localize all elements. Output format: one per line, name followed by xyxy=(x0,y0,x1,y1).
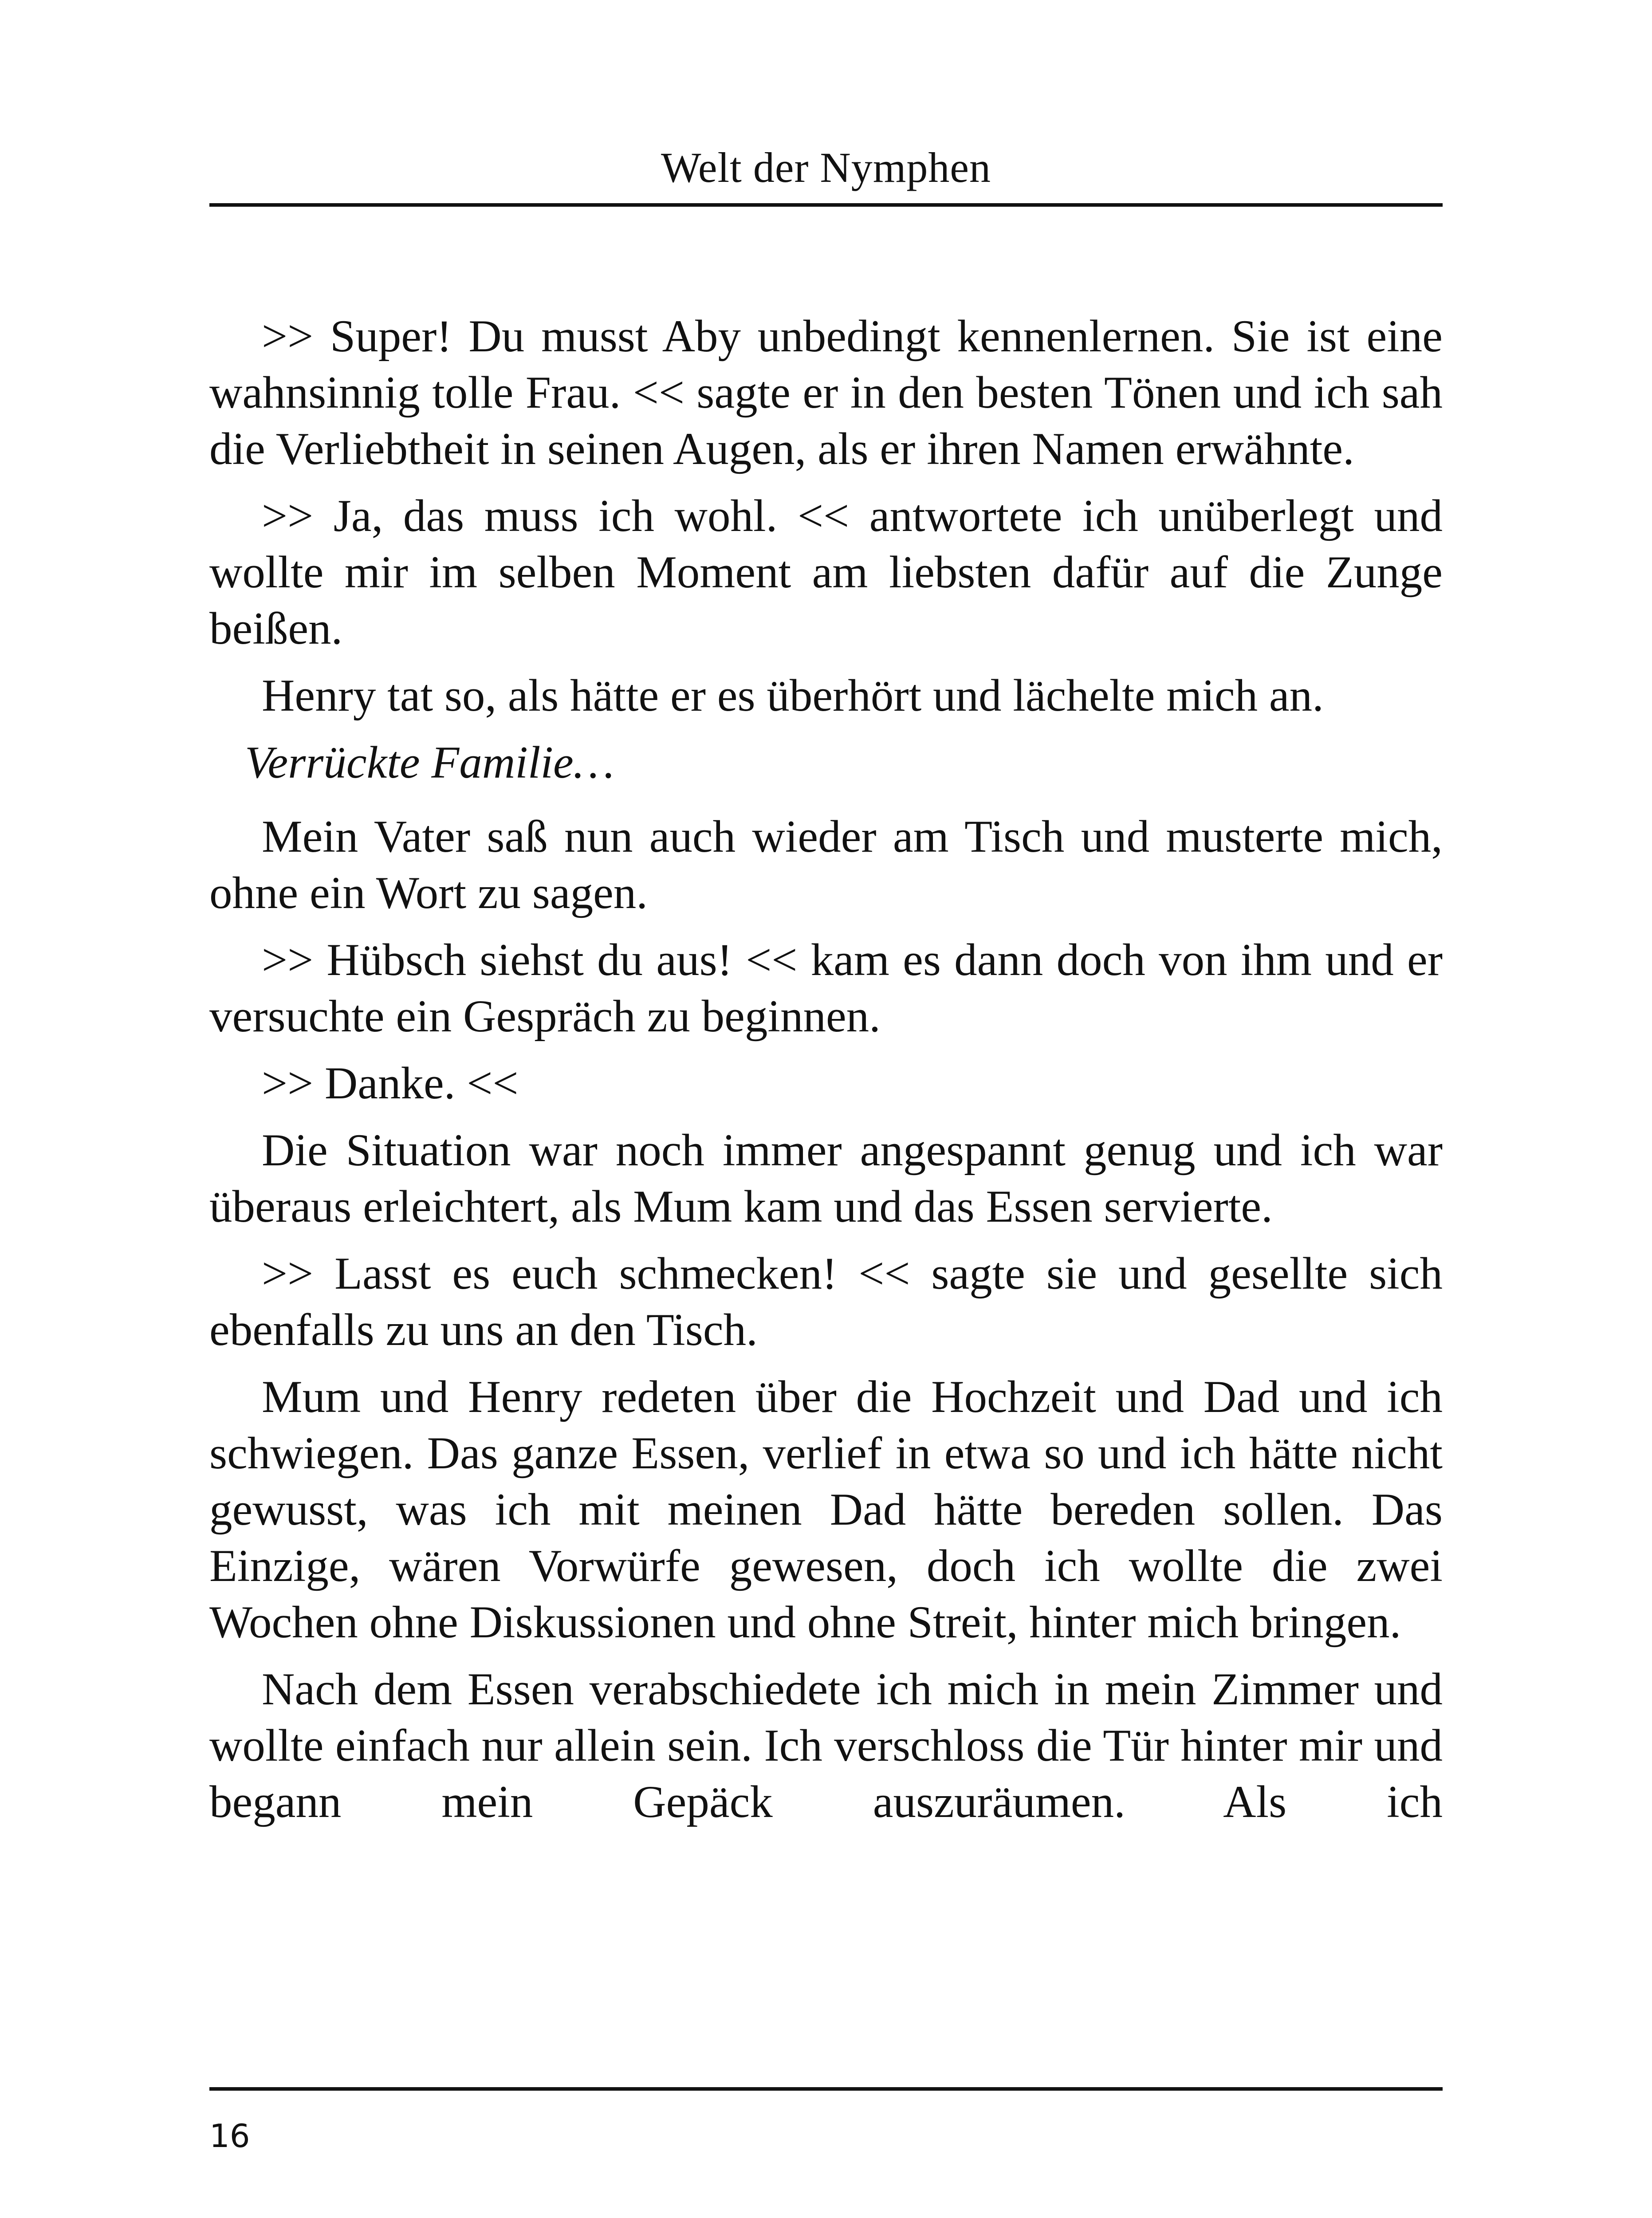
paragraph: Mum und Henry redeten über die Hochzeit und Dad und ich schwiegen. Das ganze Essen, verlief in etwa so und ich hätte nicht gewusst, was ich mit meinen Dad hätte bereden sollen. Das Einzige, wären Vorwürfe gewesen, doch ich wollte die zwei Wochen ohne Diskussionen und ohne Streit, hinter mich bringen. xyxy=(209,1372,1443,1648)
header-rule xyxy=(209,203,1443,207)
paragraph: >> Ja, das muss ich wohl. << antwortete ich unüberlegt und wollte mir im selben Moment am liebsten dafür auf die Zunge beißen. xyxy=(209,491,1443,654)
paragraph: >> Danke. << xyxy=(262,1058,519,1109)
paragraph: Henry tat so, als hätte er es überhört und lächelte mich an. xyxy=(262,670,1324,721)
paragraph: Mein Vater saß nun auch wieder am Tisch und musterte mich, ohne ein Wort zu sagen. xyxy=(209,811,1443,918)
running-header-title: Welt der Nymphen xyxy=(661,144,991,191)
page-number: 16 xyxy=(209,2117,250,2155)
italic-thought: Verrückte Familie… xyxy=(245,737,614,788)
paragraph: Die Situation war noch immer angespannt genug und ich war überaus erleichtert, als Mum kam und das Essen servierte. xyxy=(209,1125,1443,1232)
paragraph: >> Hübsch siehst du aus! << kam es dann doch von ihm und er versuchte ein Gespräch zu beginnen. xyxy=(209,935,1443,1042)
footer-rule xyxy=(209,2087,1443,2091)
paragraph: Nach dem Essen verabschiedete ich mich in mein Zimmer und wollte einfach nur allein sein. Ich verschloss die Tür hinter mir und begann mein Gepäck auszuräumen. Als ich xyxy=(209,1664,1443,1827)
paragraph: >> Super! Du musst Aby unbedingt kennenlernen. Sie ist eine wahnsinnig tolle Frau. << sagte er in den besten Tönen und ich sah die Verliebtheit in seinen Augen, als er ihren Namen erwähnte. xyxy=(209,311,1443,474)
body-text xyxy=(209,308,1443,1841)
paragraph: >> Lasst es euch schmecken! << sagte sie und gesellte sich ebenfalls zu uns an den Tisch. xyxy=(209,1248,1443,1355)
